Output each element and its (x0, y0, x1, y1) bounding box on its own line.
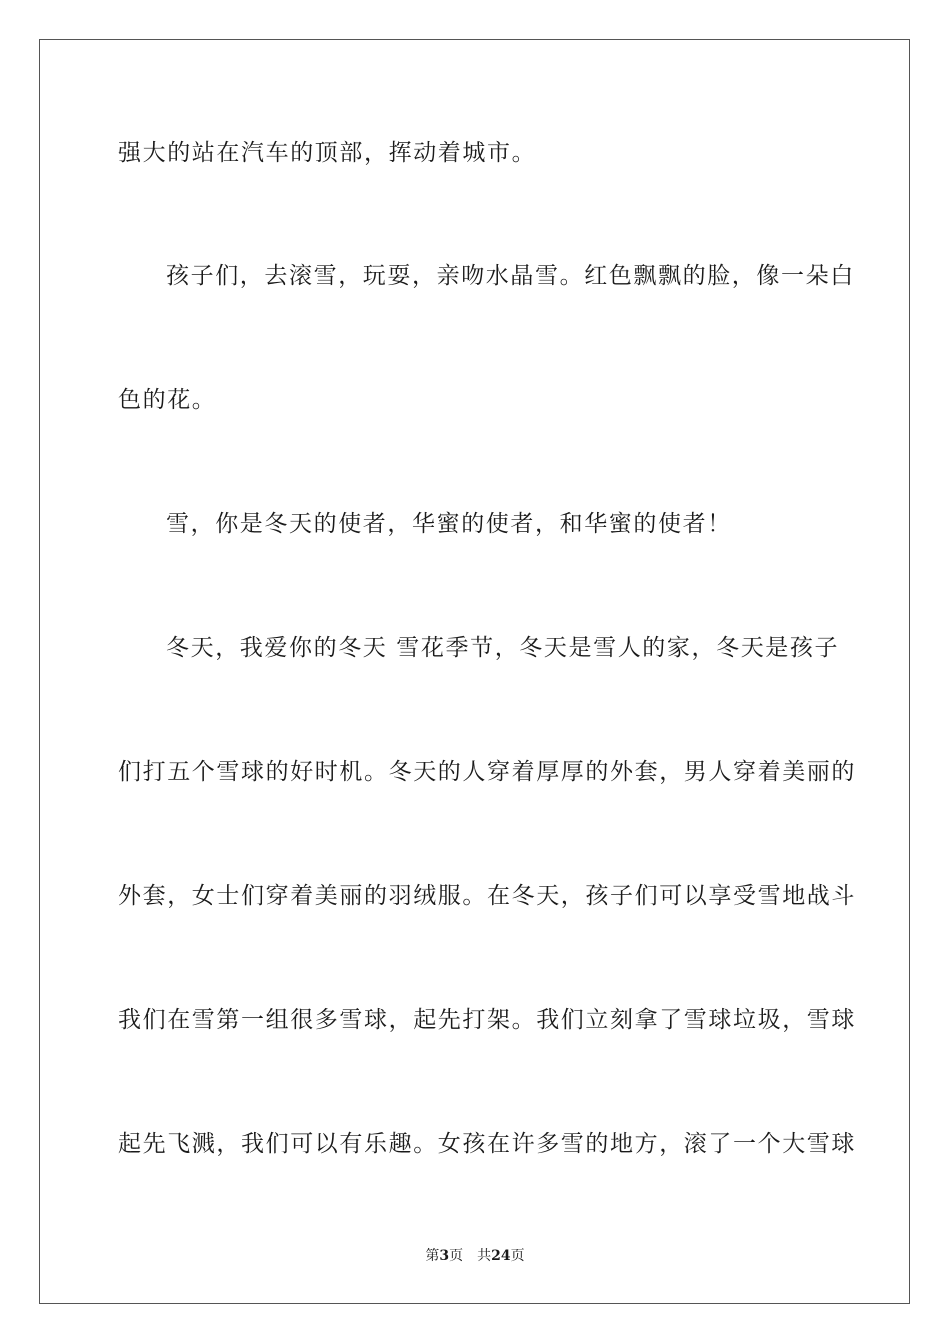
page-prefix: 第 (425, 1248, 440, 1264)
paragraph-first-line: 雪，你是冬天的使者，华蜜的使者，和华蜜的使者！ (166, 511, 732, 537)
page-suffix: 页 (449, 1248, 464, 1264)
paragraph-first-line: 冬天，我爱你的冬天 雪花季节，冬天是雪人的家，冬天是孩子 (166, 635, 840, 661)
total-suffix: 页 (510, 1248, 525, 1264)
text-line: 们打五个雪球的好时机。冬天的人穿着厚厚的外套，男人穿着美丽的 (118, 759, 856, 785)
text-line: 我们在雪第一组很多雪球，起先打架。我们立刻拿了雪球垃圾，雪球 (118, 1007, 856, 1033)
text-line: 起先飞溅，我们可以有乐趣。女孩在许多雪的地方，滚了一个大雪球 (118, 1131, 856, 1157)
total-pages: 24 (491, 1248, 511, 1264)
page-number: 3 (439, 1248, 450, 1264)
text-line: 强大的站在汽车的顶部，挥动着城市。 (118, 140, 537, 166)
paragraph-first-line: 孩子们，去滚雪，玩耍，亲吻水晶雪。红色飘飘的脸，像一朵白 (166, 263, 855, 289)
page-footer (0, 1246, 950, 1266)
page-border (39, 39, 910, 1304)
text-line: 外套，女士们穿着美丽的羽绒服。在冬天，孩子们可以享受雪地战斗 (118, 883, 856, 909)
text-line: 色的花。 (118, 387, 217, 413)
total-prefix: 共 (477, 1248, 492, 1264)
